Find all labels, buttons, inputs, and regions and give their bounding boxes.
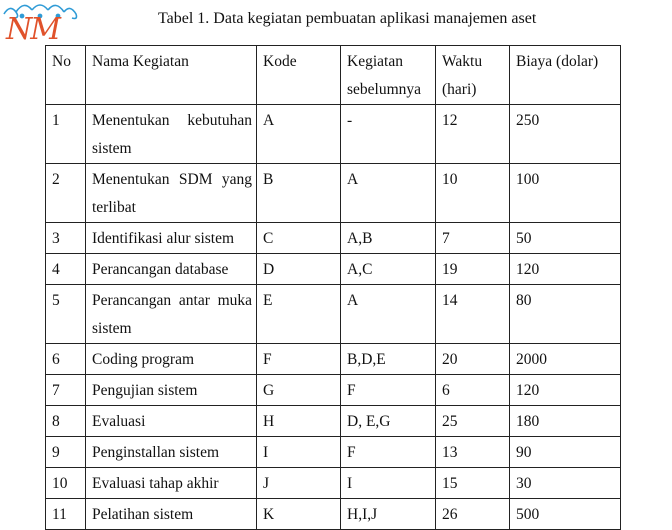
cell-kegiatan-sebelumnya: -: [341, 105, 436, 164]
cell-no: 4: [46, 254, 86, 285]
cell-nama: Pelatihan sistem: [86, 499, 257, 530]
cell-no: 2: [46, 164, 86, 223]
cell-kode: B: [257, 164, 341, 223]
cell-kegiatan-sebelumnya: A: [341, 164, 436, 223]
cell-biaya: 100: [510, 164, 621, 223]
cell-kegiatan-sebelumnya: A,B: [341, 223, 436, 254]
cell-kode: A: [257, 105, 341, 164]
cell-kegiatan-sebelumnya: B,D,E: [341, 344, 436, 375]
cell-kegiatan-sebelumnya: F: [341, 437, 436, 468]
cell-no: 6: [46, 344, 86, 375]
cell-nama: Identifikasi alur sistem: [86, 223, 257, 254]
cell-nama: Evaluasi tahap akhir: [86, 468, 257, 499]
table-row: [46, 375, 621, 406]
cell-waktu: 12: [436, 105, 510, 164]
header-kegiatan-sebelumnya: Kegiatan sebelumnya: [341, 46, 436, 105]
cell-biaya: 2000: [510, 344, 621, 375]
activity-table: [45, 45, 621, 530]
header-nama: Nama Kegiatan: [86, 46, 257, 105]
cell-nama: Menentukan kebutuhan sistem: [86, 105, 257, 164]
cell-kegiatan-sebelumnya: A: [341, 285, 436, 344]
cell-biaya: 250: [510, 105, 621, 164]
cell-kegiatan-sebelumnya: I: [341, 468, 436, 499]
table-row: [46, 437, 621, 468]
cell-kode: K: [257, 499, 341, 530]
cell-no: 7: [46, 375, 86, 406]
cell-waktu: 15: [436, 468, 510, 499]
cell-biaya: 180: [510, 406, 621, 437]
table-row: [46, 499, 621, 530]
cell-no: 5: [46, 285, 86, 344]
cell-kode: H: [257, 406, 341, 437]
table-row: [46, 223, 621, 254]
table-body: [46, 46, 621, 530]
cell-kode: C: [257, 223, 341, 254]
cell-no: 1: [46, 105, 86, 164]
cell-biaya: 90: [510, 437, 621, 468]
cell-nama: Penginstallan sistem: [86, 437, 257, 468]
cell-nama: Evaluasi: [86, 406, 257, 437]
cell-kode: G: [257, 375, 341, 406]
cell-biaya: 120: [510, 254, 621, 285]
table-row: [46, 254, 621, 285]
cell-waktu: 14: [436, 285, 510, 344]
cell-biaya: 500: [510, 499, 621, 530]
cell-waktu: 19: [436, 254, 510, 285]
header-kode: Kode: [257, 46, 341, 105]
header-waktu: Waktu (hari): [436, 46, 510, 105]
table-row: [46, 105, 621, 164]
cell-no: 10: [46, 468, 86, 499]
table-header-row: [46, 46, 621, 105]
cell-biaya: 120: [510, 375, 621, 406]
cell-no: 11: [46, 499, 86, 530]
cell-biaya: 30: [510, 468, 621, 499]
cell-kegiatan-sebelumnya: A,C: [341, 254, 436, 285]
cell-nama: Pengujian sistem: [86, 375, 257, 406]
cell-nama: Menentukan SDM yang terlibat: [86, 164, 257, 223]
cell-no: 8: [46, 406, 86, 437]
table-row: [46, 164, 621, 223]
cell-waktu: 20: [436, 344, 510, 375]
cell-nama: Perancangan antar muka sistem: [86, 285, 257, 344]
cell-waktu: 7: [436, 223, 510, 254]
table-row: [46, 468, 621, 499]
header-biaya: Biaya (dolar): [510, 46, 621, 105]
cell-nama: Perancangan database: [86, 254, 257, 285]
cell-biaya: 50: [510, 223, 621, 254]
logo-monogram: NM: [6, 12, 59, 47]
cell-waktu: 10: [436, 164, 510, 223]
cell-kode: F: [257, 344, 341, 375]
cell-kegiatan-sebelumnya: D, E,G: [341, 406, 436, 437]
cell-kode: E: [257, 285, 341, 344]
table-caption: Tabel 1. Data kegiatan pembuatan aplikasi manajemen aset: [158, 10, 537, 27]
cell-kode: I: [257, 437, 341, 468]
cell-waktu: 26: [436, 499, 510, 530]
cell-kegiatan-sebelumnya: F: [341, 375, 436, 406]
cell-kode: J: [257, 468, 341, 499]
cell-waktu: 25: [436, 406, 510, 437]
cell-no: 3: [46, 223, 86, 254]
cell-kegiatan-sebelumnya: H,I,J: [341, 499, 436, 530]
table-row: [46, 344, 621, 375]
cell-biaya: 80: [510, 285, 621, 344]
cell-waktu: 6: [436, 375, 510, 406]
cell-kode: D: [257, 254, 341, 285]
cell-no: 9: [46, 437, 86, 468]
cell-waktu: 13: [436, 437, 510, 468]
cell-nama: Coding program: [86, 344, 257, 375]
table-row: [46, 285, 621, 344]
header-no: No: [46, 46, 86, 105]
table-row: [46, 406, 621, 437]
